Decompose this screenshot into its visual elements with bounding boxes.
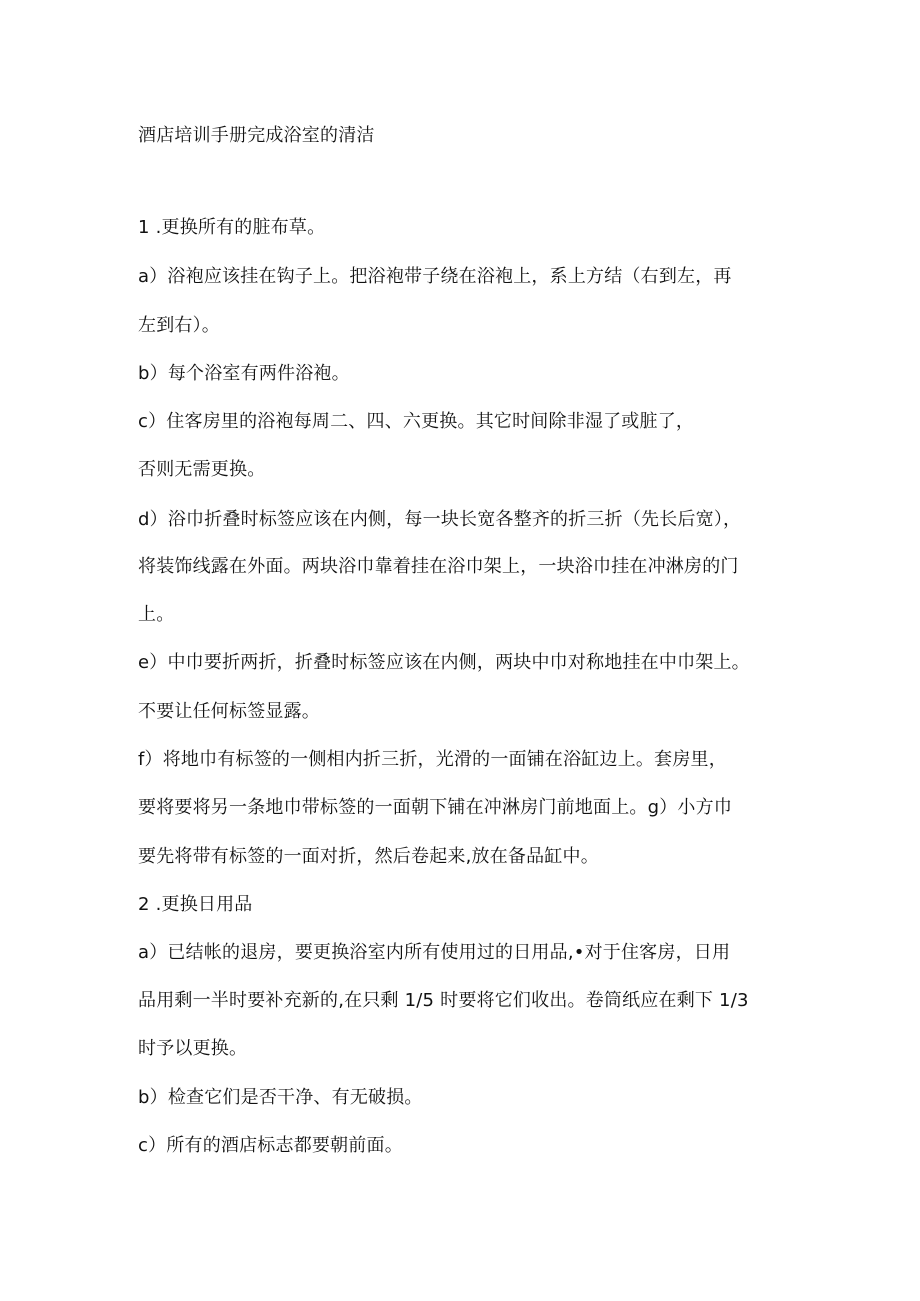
paragraph-line: d）浴巾折叠时标签应该在内侧，每一块长宽各整齐的折三折（先长后宽）， <box>138 509 742 530</box>
section-heading-2: 2 .更换日用品 <box>138 894 253 915</box>
paragraph-line: 否则无需更换。 <box>138 459 266 480</box>
section-heading-1: 1 .更换所有的脏布草。 <box>138 217 326 238</box>
paragraph-line: a）浴袍应该挂在钩子上。把浴袍带子绕在浴袍上，系上方结（右到左，再 <box>138 266 732 287</box>
paragraph-line: 时予以更换。 <box>138 1038 248 1059</box>
paragraph-line: 不要让任何标签显露。 <box>138 701 320 722</box>
paragraph-line: 品用剩一半时要补充新的,在只剩 1/5 时要将它们收出。卷筒纸应在剩下 1/3 <box>138 990 749 1011</box>
paragraph-line: a）已结帐的退房，要更换浴室内所有使用过的日用品,•对于住客房，日用 <box>138 942 731 963</box>
paragraph-line: 上。 <box>138 604 175 625</box>
page-title: 酒店培训手册完成浴室的清洁 <box>138 125 375 146</box>
paragraph-line: 左到右）。 <box>138 315 220 336</box>
paragraph-line: f）将地巾有标签的一侧相内折三折，光滑的一面铺在浴缸边上。套房里， <box>138 749 727 770</box>
paragraph-line: 要将要将另一条地巾带标签的一面朝下铺在冲淋房门前地面上。g）小方巾 <box>138 797 733 818</box>
paragraph-line: e）中巾要折两折，折叠时标签应该在内侧，两块中巾对称地挂在中巾架上。 <box>138 652 750 673</box>
paragraph-line: c）住客房里的浴袍每周二、四、六更换。其它时间除非湿了或脏了， <box>138 411 695 432</box>
paragraph-line: 要先将带有标签的一面对折，然后卷起来,放在备品缸中。 <box>138 846 599 867</box>
paragraph-line: c）所有的酒店标志都要朝前面。 <box>138 1135 403 1156</box>
paragraph-line: 将装饰线露在外面。两块浴巾靠着挂在浴巾架上，一块浴巾挂在冲淋房的门 <box>138 556 739 577</box>
paragraph-line: b）检查它们是否干净、有无破损。 <box>138 1087 423 1108</box>
paragraph-line: b）每个浴室有两件浴袍。 <box>138 363 350 384</box>
